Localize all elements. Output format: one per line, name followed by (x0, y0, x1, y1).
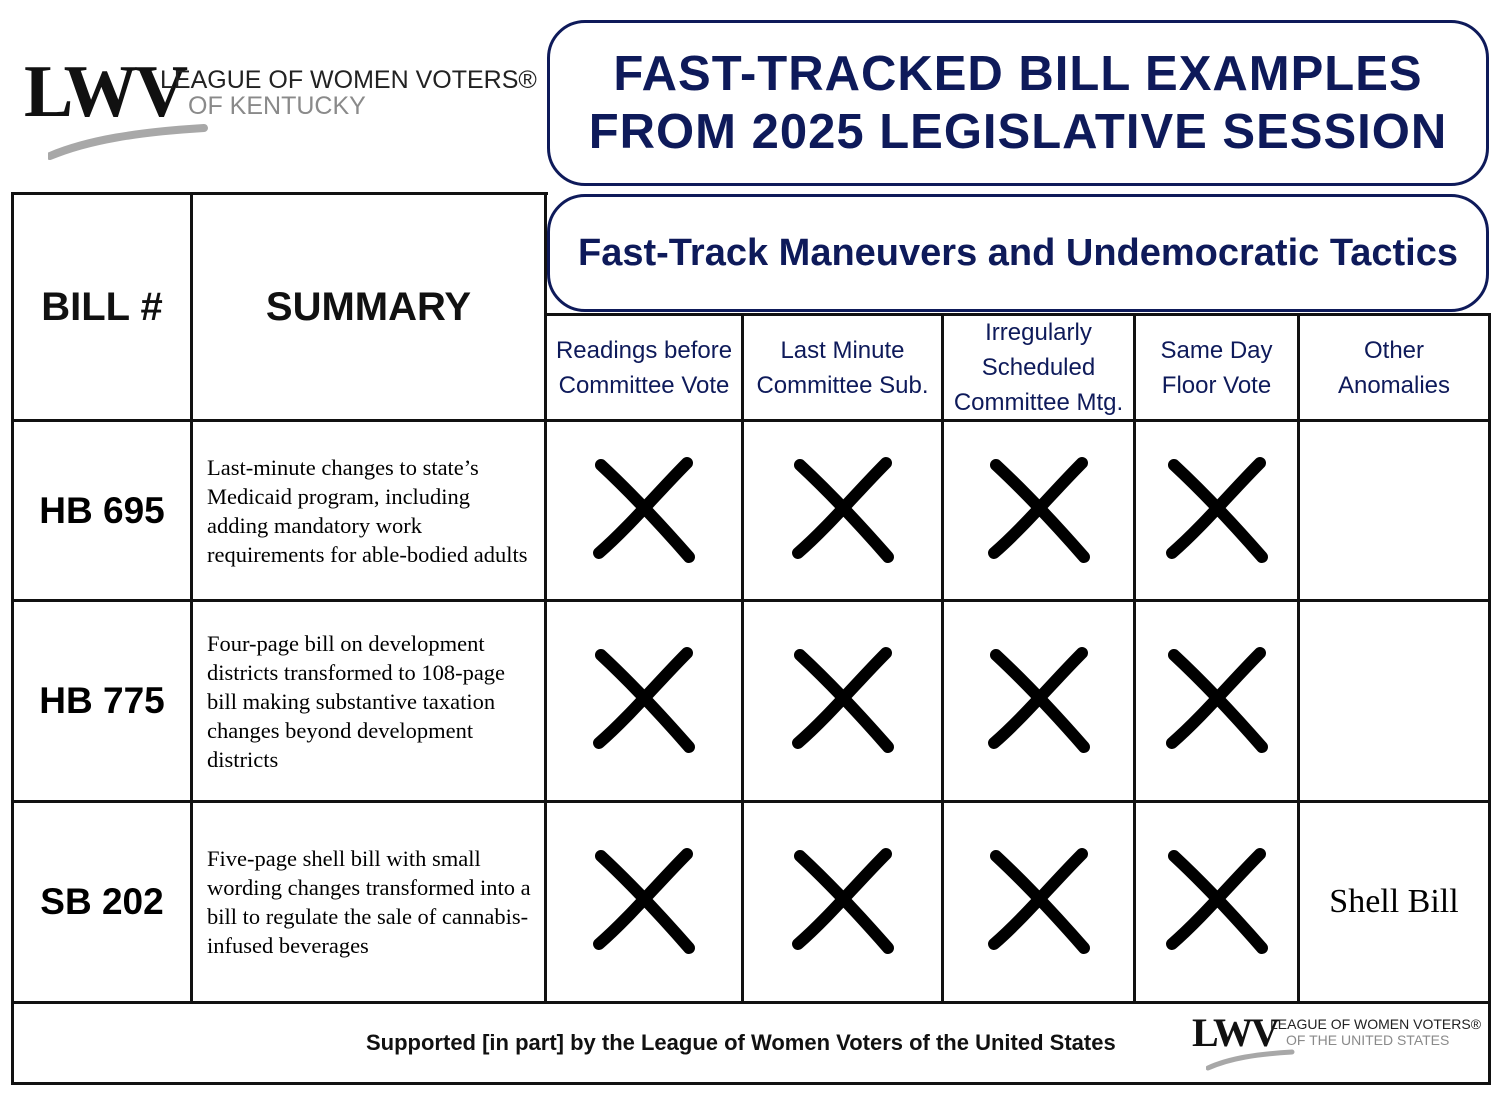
check-x-icon (944, 803, 1133, 1001)
footer-logo-line2: OF THE UNITED STATES (1286, 1032, 1450, 1048)
col-header-irregular: Irregularly Scheduled Committee Mtg. (953, 319, 1124, 416)
other-anomalies: Shell Bill (1329, 883, 1459, 920)
footer-logo-swoosh-icon (1206, 1044, 1296, 1072)
bill-summary: Four-page bill on development districts transformed to 108-page bill making substantive taxation changes beyond development districts (207, 630, 506, 772)
bill-summary: Five-page shell bill with small wording changes transformed into a bill to regulate the sale of cannabis-infused beverages (207, 846, 531, 958)
lwv-us-logo (1192, 1010, 1484, 1074)
check-x-icon (944, 422, 1133, 599)
title-line2: FROM 2025 LEGISLATIVE SESSION (588, 105, 1448, 159)
lwv-kentucky-logo (22, 51, 537, 162)
check-x-icon (744, 803, 941, 1001)
footer-credit: Supported [in part] by the League of Women Voters of the United States (366, 1030, 1116, 1055)
summary-header: SUMMARY (265, 284, 472, 329)
check-x-icon (547, 602, 741, 800)
col-header-last-minute: Last Minute Committee Sub. (756, 336, 929, 399)
check-x-icon (1136, 803, 1297, 1001)
logo-line2: OF KENTUCKY (188, 92, 366, 120)
tactics-header: Fast-Track Maneuvers and Undemocratic Tactics (547, 194, 1489, 312)
col-header-readings: Readings before Committee Vote (555, 336, 733, 399)
check-x-icon (1136, 602, 1297, 800)
bill-number: HB 695 (39, 489, 165, 531)
bill-number: HB 775 (39, 680, 165, 721)
title-line1: FAST-TRACKED BILL EXAMPLES (613, 47, 1423, 101)
check-x-icon (744, 602, 941, 800)
footer-logo-line1: LEAGUE OF WOMEN VOTERS® (1270, 1016, 1482, 1032)
logo-line1: LEAGUE OF WOMEN VOTERS® (160, 66, 537, 94)
check-x-icon (547, 803, 741, 1001)
bill-number: SB 202 (40, 881, 164, 922)
check-x-icon (744, 422, 941, 599)
bill-summary: Last-minute changes to state’s Medicaid program, including adding mandatory work requirements for able-bodied adults (207, 454, 528, 567)
bill-number-header: BILL # (41, 284, 163, 329)
col-header-other: Other Anomalies (1337, 336, 1451, 399)
check-x-icon (1136, 422, 1297, 599)
logo-mark: LWV (24, 51, 186, 133)
footer-logo-mark: LWV (1192, 1010, 1278, 1055)
check-x-icon (944, 602, 1133, 800)
logo-swoosh-icon (48, 114, 208, 160)
col-header-same-day: Same Day Floor Vote (1160, 336, 1273, 399)
other-anomalies (1300, 602, 1488, 800)
check-x-icon (547, 422, 741, 599)
other-anomalies (1300, 422, 1488, 599)
page-title (547, 20, 1489, 186)
